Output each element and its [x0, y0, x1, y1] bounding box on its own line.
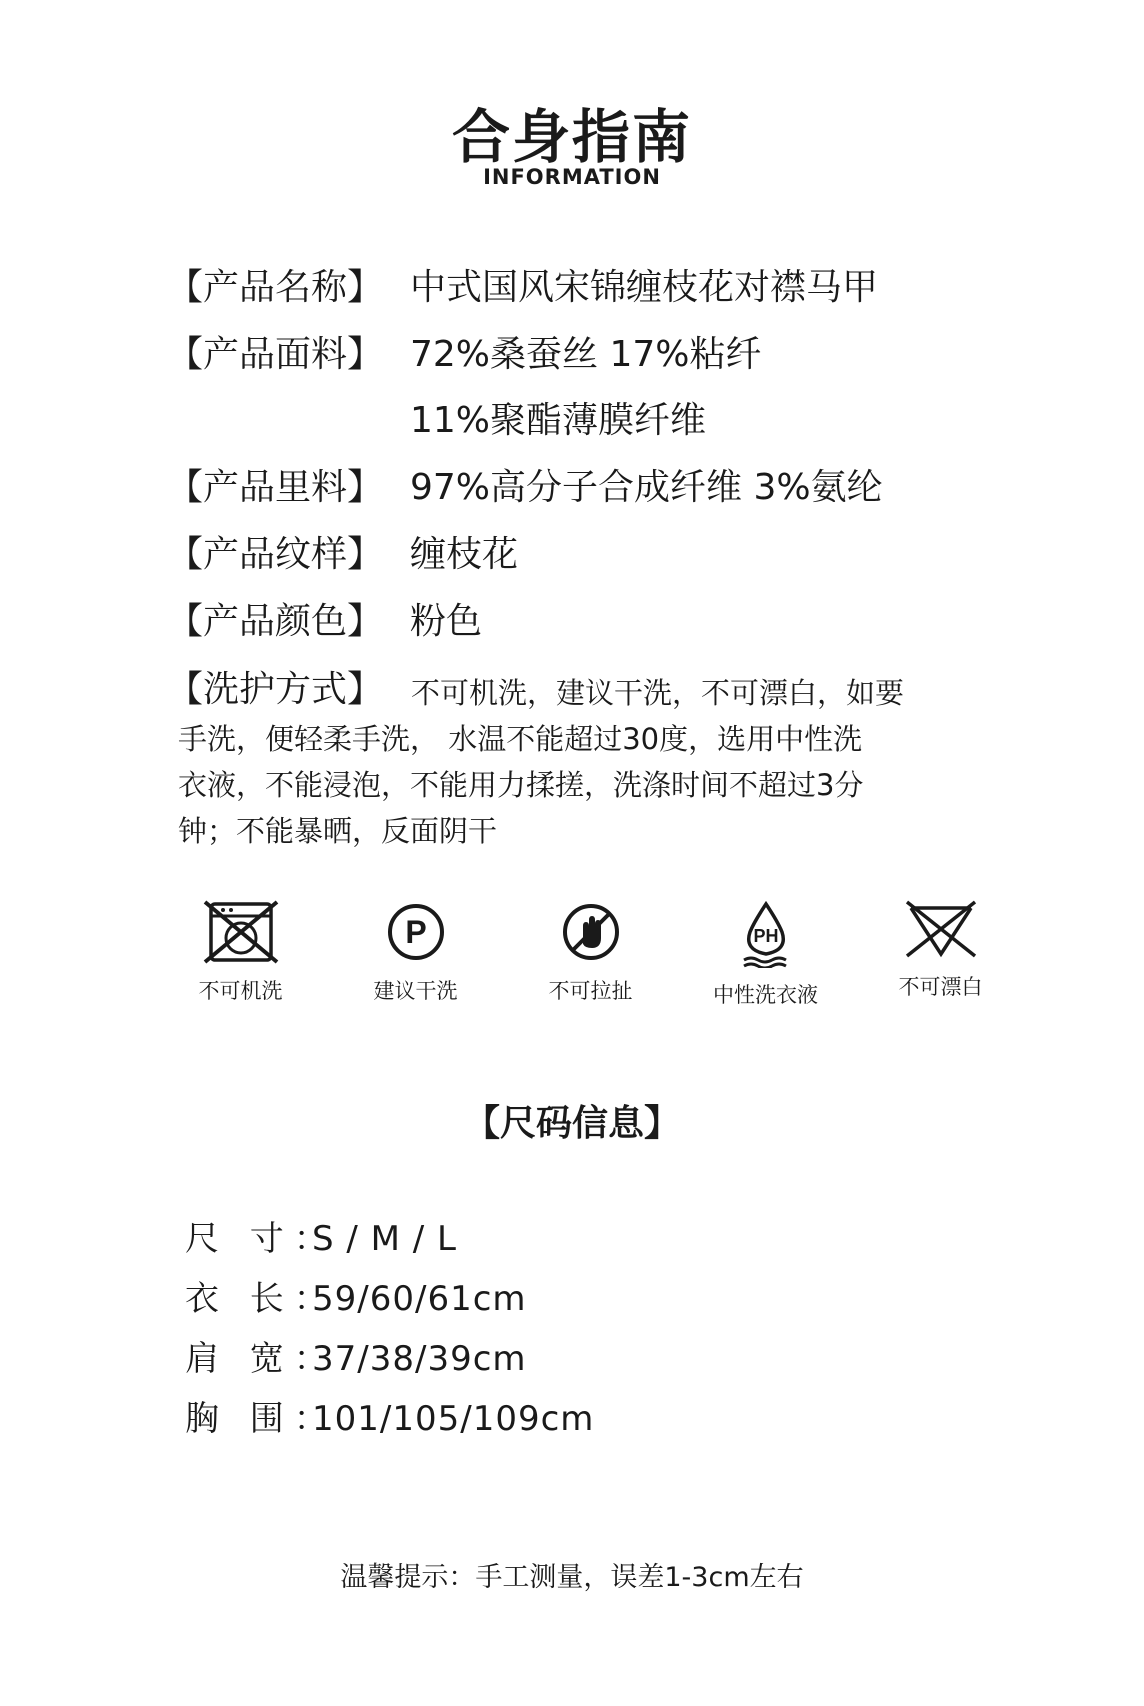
- size-row-value: 37/38/39cm: [312, 1339, 527, 1379]
- care-icon-item: [328, 900, 503, 1004]
- size-row-label: 衣 长：: [185, 1279, 338, 1319]
- svg-text:P: P: [404, 914, 427, 950]
- product-fabric-row: [167, 332, 987, 465]
- care-icon-item: [853, 900, 1028, 1000]
- product-lining-label: 【产品里料】: [167, 467, 384, 508]
- no-wring-icon: [559, 900, 623, 964]
- size-row-value: 59/60/61cm: [312, 1279, 527, 1319]
- product-pattern-label: 【产品纹样】: [167, 534, 384, 575]
- size-row: [185, 1276, 885, 1336]
- product-pattern-row: [167, 532, 987, 599]
- size-row: [185, 1336, 885, 1396]
- care-icon-label: 不可拉扯: [548, 979, 633, 1003]
- dry-clean-p-icon: [384, 900, 448, 964]
- product-name-value: 中式国风宋锦缠枝花对襟马甲: [410, 267, 879, 308]
- care-text-line4: 钟；不能暴晒，反面阴干: [178, 814, 498, 848]
- care-icon-label: 中性洗衣液: [713, 983, 818, 1007]
- care-icon-label: 建议干洗: [373, 979, 458, 1003]
- product-color-row: [167, 599, 987, 666]
- measurement-note: 温馨提示：手工测量，误差1-3cm左右: [340, 1562, 804, 1593]
- size-row-value: S / M / L: [312, 1219, 457, 1259]
- care-icon-item: [678, 900, 853, 1008]
- size-table: [185, 1216, 885, 1456]
- neutral-ph-detergent-icon: [734, 900, 798, 968]
- care-icons: [153, 900, 1028, 1030]
- size-row-value: 101/105/109cm: [312, 1399, 595, 1439]
- product-fabric-label: 【产品面料】: [167, 334, 384, 375]
- size-row: [185, 1216, 885, 1276]
- care-icon-label: 不可漂白: [898, 975, 983, 999]
- no-bleach-icon: [903, 900, 979, 960]
- care-text-line1: 不可机洗，建议干洗，不可漂白，如要: [411, 676, 905, 710]
- size-row-label: 尺 寸：: [185, 1219, 338, 1259]
- care-text-line3: 衣液，不能浸泡，不能用力揉搓，洗涤时间不超过3分: [178, 768, 864, 802]
- care-label: 【洗护方式】: [167, 669, 384, 710]
- size-row-label: 胸 围：: [185, 1399, 338, 1439]
- care-icon-item: [153, 900, 328, 1004]
- care-text-line2: 手洗，便轻柔手洗， 水温不能超过30度，选用中性洗: [178, 722, 863, 756]
- product-name-label: 【产品名称】: [167, 267, 384, 308]
- care-icon-item: [503, 900, 678, 1004]
- product-name-row: [167, 265, 987, 332]
- product-lining-value: 97%高分子合成纤维 3%氨纶: [410, 467, 883, 508]
- product-lining-row: [167, 465, 987, 532]
- product-color-label: 【产品颜色】: [167, 601, 384, 642]
- size-row-label: 肩 宽：: [185, 1339, 338, 1379]
- page-title: 合身指南: [451, 103, 692, 171]
- product-fabric-value-line1: 72%桑蚕丝 17%粘纤: [410, 334, 762, 375]
- size-row: [185, 1396, 885, 1456]
- care-icon-label: 不可机洗: [198, 979, 283, 1003]
- page-subtitle: INFORMATION: [483, 165, 661, 189]
- no-machine-wash-icon: [203, 900, 279, 964]
- product-fabric-value-line2: 11%聚酯薄膜纤维: [410, 400, 707, 441]
- product-info: [167, 265, 987, 666]
- svg-text:PH: PH: [752, 926, 779, 946]
- product-pattern-value: 缠枝花: [410, 534, 519, 575]
- size-info-title: 【尺码信息】: [463, 1103, 680, 1144]
- product-color-value: 粉色: [410, 601, 483, 642]
